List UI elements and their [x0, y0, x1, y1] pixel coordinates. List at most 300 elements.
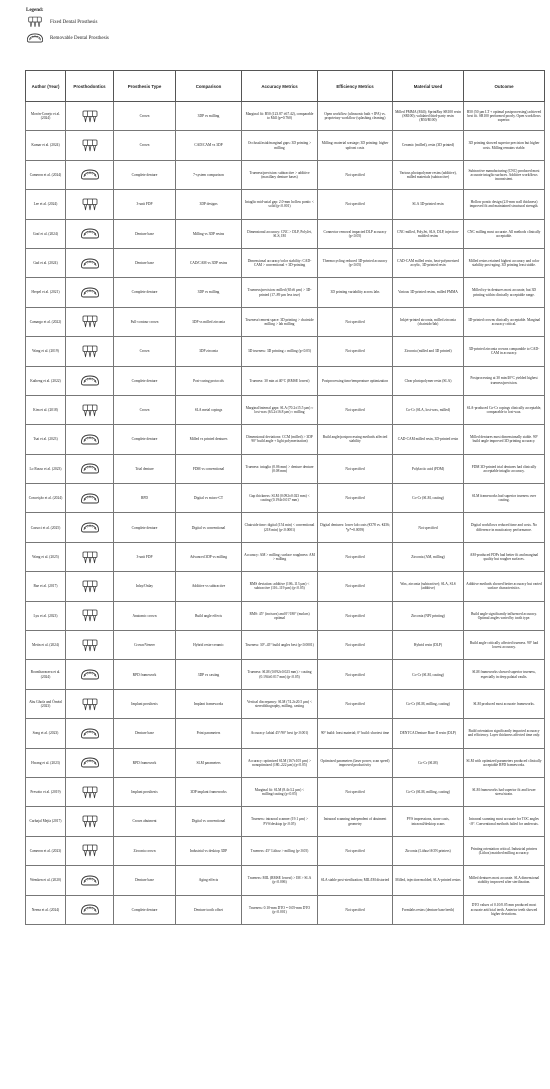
cell-comparison: Digital vs conventional — [176, 807, 242, 836]
cell-author: Kumar et al. (2024) — [26, 131, 66, 160]
cell-accuracy: Trueness: 30 min at 40°C (RMSE lowest) — [242, 366, 318, 395]
cell-efficiency: Not specified — [318, 337, 393, 366]
cell-prosthesis-type: RPD — [114, 484, 176, 513]
cell-material: Co-Cr (SLM, casting) — [393, 660, 464, 689]
cell-outcome: Digital workflows reduced time and costs. No difference in masticatory performance. — [464, 513, 545, 542]
cell-accuracy: Dimensional accuracy: CNC > DLP, PolyJet, SLS, IM — [242, 219, 318, 248]
cell-prosthesis-type: Denture base — [114, 248, 176, 277]
fixed-prosthesis-icon — [26, 16, 44, 28]
cell-prosthodontics — [66, 366, 114, 395]
table-row — [26, 719, 545, 748]
cell-efficiency: Intraoral scanning independent of abutment geometry — [318, 807, 393, 836]
table-body — [26, 102, 545, 925]
cell-efficiency: Open workflow (ultrasonic bath + IPA) vs. proprietary workflow (splashing cleaning) — [318, 102, 393, 131]
cell-prosthodontics — [66, 160, 114, 189]
cell-outcome: Printing orientation critical. Industrial printers (Lithoz) matched milling accuracy. — [464, 836, 545, 865]
fixed-prosthesis-icon — [80, 639, 100, 652]
removable-prosthesis-icon — [80, 903, 100, 916]
cell-outcome: Postprocessing at 30 min/40°C yielded highest trueness/precision. — [464, 366, 545, 395]
legend-title: Legend: — [26, 8, 44, 13]
cell-comparison: Implant frameworks — [176, 689, 242, 718]
cell-material: Zirconia (AM, milling) — [393, 542, 464, 571]
cell-comparison: SLA metal copings — [176, 395, 242, 424]
cell-accuracy: Trueness: 45° Lithoz > milling (p<0.05) — [242, 836, 318, 865]
cell-author: Cameron et al. (2023) — [26, 836, 66, 865]
cell-efficiency: Not specified — [318, 160, 393, 189]
cell-comparison: 3DP implant frameworks — [176, 777, 242, 806]
cell-author: Lee et al. (2024) — [26, 190, 66, 219]
cell-accuracy: Trueness: intaglio (0.06 mm) > denture denture (0.08 mm) — [242, 454, 318, 483]
cell-outcome: Hollow pontic design (2.0-mm wall thickness) improved fit and maintained structural strength. — [464, 190, 545, 219]
cell-author: Wang et al. (2025) — [26, 542, 66, 571]
table-row — [26, 777, 545, 806]
removable-prosthesis-icon — [80, 227, 100, 240]
cell-material: CNC-milled, PolyJet, SLS, DLP, injection-molded resins — [393, 219, 464, 248]
cell-outcome: Additive methods showed better accuracy but varied surface characteristics. — [464, 572, 545, 601]
table-row — [26, 131, 545, 160]
cell-outcome: DTO values of 0.10/0.05 mm produced most accurate artificial teeth. Anterior teeth showed higher deviations. — [464, 895, 545, 924]
cell-author: Presotto et al. (2019) — [26, 777, 66, 806]
cell-author: Lyu et al. (2023) — [26, 601, 66, 630]
removable-prosthesis-icon — [80, 286, 100, 299]
cell-accuracy: Chairside time: digital (154 min) < conventional (218 min) (p<0.0001) — [242, 513, 318, 542]
cell-author: Morón-Conejo et al. (2024) — [26, 102, 66, 131]
cell-comparison: Print parameters — [176, 719, 242, 748]
cell-comparison: 3DP zirconia — [176, 337, 242, 366]
table-row — [26, 836, 545, 865]
cell-efficiency: Optimized parameters (laser power, scan speed) improved productivity — [318, 748, 393, 777]
table-row — [26, 660, 545, 689]
table-row — [26, 454, 545, 483]
cell-comparison: 3DP vs casting — [176, 660, 242, 689]
cell-outcome: 3D printing showed superior precision but higher costs. Milling remains viable. — [464, 131, 545, 160]
cell-material: Zirconia (milled and 3D printed) — [393, 337, 464, 366]
cell-material: Formlabs resins (denture base/teeth) — [393, 895, 464, 924]
cell-author: Hwang et al. (2023) — [26, 748, 66, 777]
table-row — [26, 866, 545, 895]
cell-prosthodontics — [66, 807, 114, 836]
cell-outcome: Milled resins retained highest accuracy and color stability post-aging. 3D printing least stable. — [464, 248, 545, 277]
cell-efficiency: 90° build: least material; 0° build: shortest time — [318, 719, 393, 748]
cell-outcome: SLM frameworks had superior trueness over casting. — [464, 484, 545, 513]
cell-prosthesis-type: Complete denture — [114, 366, 176, 395]
cell-comparison: 3DP vs milling — [176, 278, 242, 307]
cell-prosthesis-type: Denture base — [114, 866, 176, 895]
legend-fixed-label: Fixed Dental Prosthesis — [50, 19, 98, 25]
table-row — [26, 748, 545, 777]
cell-material: Wax, zirconia (subtractive); SLA, SLS (additive) — [393, 572, 464, 601]
fixed-prosthesis-icon — [80, 844, 100, 857]
cell-comparison: Digital vs micro-CT — [176, 484, 242, 513]
cell-efficiency: Postprocessing time/temperature optimization — [318, 366, 393, 395]
cell-prosthodontics — [66, 131, 114, 160]
cell-material: Zirconia (NPJ printing) — [393, 601, 464, 630]
cell-prosthodontics — [66, 777, 114, 806]
cell-author: Tsai et al. (2023) — [26, 425, 66, 454]
cell-prosthodontics — [66, 190, 114, 219]
cell-prosthesis-type: RPD framework — [114, 748, 176, 777]
cell-outcome: Milled dentures most dimensionally stable. 90° build angle improved 3D printing accuracy. — [464, 425, 545, 454]
cell-prosthodontics — [66, 337, 114, 366]
cell-prosthesis-type: Crown/Veneer — [114, 631, 176, 660]
cell-prosthesis-type: Complete denture — [114, 513, 176, 542]
cell-accuracy: 3D trueness: 3D printing ≥ milling (p<0.05) — [242, 337, 318, 366]
table-row — [26, 337, 545, 366]
removable-prosthesis-icon — [26, 32, 44, 44]
cell-accuracy: Trueness: 30°–45° build angles best (p<0.0001) — [242, 631, 318, 660]
cell-comparison: Milling vs 3DP resins — [176, 219, 242, 248]
cell-prosthesis-type: Inlay/Onlay — [114, 572, 176, 601]
cell-material: Various 3D-printed resins, milled PMMA — [393, 278, 464, 307]
cell-material: Zirconia (Lithoz/AON printers) — [393, 836, 464, 865]
header-material: Material Used — [393, 71, 464, 102]
cell-accuracy: Marginal fit: SLM (8.4±3.2 µm) < milling/casting (p<0.05) — [242, 777, 318, 806]
cell-efficiency: Not specified — [318, 631, 393, 660]
cell-author: Conceição et al. (2024) — [26, 484, 66, 513]
fixed-prosthesis-icon — [80, 815, 100, 828]
cell-comparison: 7-system comparison — [176, 160, 242, 189]
cell-efficiency: Thermocycling reduced 3D-printed accuracy (p<0.05) — [318, 248, 393, 277]
fixed-prosthesis-icon — [80, 698, 100, 711]
cell-prosthesis-type: Crown abutment — [114, 807, 176, 836]
cell-prosthesis-type: 3-unit FDP — [114, 190, 176, 219]
header-prosthodontics: Prosthodontics — [66, 71, 114, 102]
cell-outcome: Milled try-in dentures most accurate, but 3D printing within clinically acceptable range. — [464, 278, 545, 307]
cell-accuracy: Trueness/precision: milled (65±6 µm) > 3D-printed (17–89 µm less true) — [242, 278, 318, 307]
cell-accuracy: Trueness: SLM (0.092±0.023 mm) > casting (0.194±0.017 mm) (p<0.05) — [242, 660, 318, 689]
cell-material: Clear photopolymer resin (SLA) — [393, 366, 464, 395]
cell-prosthodontics — [66, 484, 114, 513]
cell-outcome: 3D-printed crowns clinically acceptable. Marginal accuracy critical. — [464, 307, 545, 336]
cell-efficiency: Not specified — [318, 454, 393, 483]
cell-prosthodontics — [66, 542, 114, 571]
cell-author: Metin et al. (2024) — [26, 631, 66, 660]
cell-author: Song et al. (2023) — [26, 719, 66, 748]
fixed-prosthesis-icon — [80, 609, 100, 622]
cell-prosthodontics — [66, 248, 114, 277]
header-accuracy: Accuracy Metrics — [242, 71, 318, 102]
fixed-prosthesis-icon — [80, 315, 100, 328]
cell-efficiency: Not specified — [318, 836, 393, 865]
cell-prosthesis-type: Complete denture — [114, 278, 176, 307]
cell-author: Lo Russo et al. (2023) — [26, 454, 66, 483]
cell-efficiency: Not specified — [318, 777, 393, 806]
cell-accuracy: Occlusal/axial/marginal gaps: 3D printing > milling — [242, 131, 318, 160]
cell-prosthodontics — [66, 895, 114, 924]
cell-outcome: SLM frameworks had superior fit and lower stress/strain. — [464, 777, 545, 806]
cell-comparison: FDM vs conventional — [176, 454, 242, 483]
cell-comparison: Hybrid resin-ceramic — [176, 631, 242, 660]
table-row — [26, 601, 545, 630]
cell-accuracy: Accuracy: AM > milling; surface roughness: AM > milling — [242, 542, 318, 571]
legend-fixed — [26, 14, 226, 30]
table-row — [26, 542, 545, 571]
table-row — [26, 572, 545, 601]
cell-comparison: CAD/CAM vs 3DP — [176, 131, 242, 160]
cell-prosthodontics — [66, 102, 114, 131]
cell-accuracy: Accuracy: labial 45°/90° best (p<0.001) — [242, 719, 318, 748]
cell-accuracy: Marginal fit: B50 (123.87 ±67.42), comparable to Mill (p=0.760) — [242, 102, 318, 131]
cell-prosthesis-type: Zirconia crown — [114, 836, 176, 865]
cell-material: Co-Cr (SLA, lost-wax, milled) — [393, 395, 464, 424]
removable-prosthesis-icon — [80, 462, 100, 475]
table-row — [26, 160, 545, 189]
cell-accuracy: Trueness: MIL (RMSE lowest) > IM > SLA (p<0.006) — [242, 866, 318, 895]
cell-outcome: Subtractive manufacturing (CNC) produced most accurate intaglio surfaces. Additive workflows inconsistent. — [464, 160, 545, 189]
fixed-prosthesis-icon — [80, 786, 100, 799]
table-row — [26, 689, 545, 718]
cell-prosthesis-type: Crown — [114, 102, 176, 131]
cell-prosthodontics — [66, 454, 114, 483]
cell-efficiency: Not specified — [318, 572, 393, 601]
cell-author: Wang et al. (2019) — [26, 337, 66, 366]
legend — [26, 8, 226, 46]
cell-author: Boonthavarava et al. (2024) — [26, 660, 66, 689]
cell-material: Various photopolymer resins (additive), milled materials (subtractive) — [393, 160, 464, 189]
cell-outcome: Intraoral scanning most accurate for TOC angles <8°. Conventional methods failed for undercuts. — [464, 807, 545, 836]
table-row — [26, 248, 545, 277]
fixed-prosthesis-icon — [80, 345, 100, 358]
cell-efficiency: Build angle/postprocessing methods affected stability — [318, 425, 393, 454]
cell-efficiency: Not specified — [318, 542, 393, 571]
removable-prosthesis-icon — [80, 257, 100, 270]
cell-prosthodontics — [66, 278, 114, 307]
cell-prosthesis-type: Crown — [114, 131, 176, 160]
cell-prosthesis-type: Full-contour crown — [114, 307, 176, 336]
cell-accuracy: Trueness/cement space: 3D printing > chairside milling > lab milling — [242, 307, 318, 336]
cell-comparison: Digital vs conventional — [176, 513, 242, 542]
cell-author: Gad et al. (2024) — [26, 248, 66, 277]
cell-efficiency: Not specified — [318, 660, 393, 689]
cell-outcome: Build angle critically affected trueness. 90° had lowest accuracy. — [464, 631, 545, 660]
cell-comparison: 3DP vs milling — [176, 102, 242, 131]
table-row — [26, 895, 545, 924]
cell-material: Ceramic (milled), resin (3D printed) — [393, 131, 464, 160]
removable-prosthesis-icon — [80, 492, 100, 505]
cell-material: CAD-CAM milled resin, 3D-printed resin — [393, 425, 464, 454]
cell-prosthesis-type: 3-unit FDP — [114, 542, 176, 571]
cell-material: Polylactic acid (FDM) — [393, 454, 464, 483]
header-prosthesis-type: Prosthesis Type — [114, 71, 176, 102]
header-efficiency: Efficiency Metrics — [318, 71, 393, 102]
cell-comparison: CAD/CAM vs 3DP resins — [176, 248, 242, 277]
cell-material: Hybrid resin (DLP) — [393, 631, 464, 660]
table-row — [26, 366, 545, 395]
cell-author: Wemken et al. (2020) — [26, 866, 66, 895]
cell-efficiency: Not specified — [318, 601, 393, 630]
cell-prosthesis-type: Crown — [114, 337, 176, 366]
cell-prosthodontics — [66, 513, 114, 542]
cell-prosthesis-type: Crown — [114, 395, 176, 424]
cell-efficiency: Not specified — [318, 190, 393, 219]
legend-removable — [26, 30, 226, 46]
cell-material: Inkjet-printed zirconia, milled zirconia (chairside/lab) — [393, 307, 464, 336]
cell-comparison: Milled vs printed dentures — [176, 425, 242, 454]
cell-accuracy: Trueness/precision: subtractive > additive (maxillary denture bases) — [242, 160, 318, 189]
cell-author: Herpel et al. (2021) — [26, 278, 66, 307]
cell-author: Bae et al. (2017) — [26, 572, 66, 601]
table-row — [26, 807, 545, 836]
cell-author: Carbajal Mejía (2017) — [26, 807, 66, 836]
cell-material: Milled PMMA (Mill); SprintRay SR100 resin (SR100); validated third-party resin (B50/B100) — [393, 102, 464, 131]
cell-prosthesis-type: RPD framework — [114, 660, 176, 689]
cell-efficiency: SLA stable post-sterilization; MIL/IM distorted — [318, 866, 393, 895]
cell-prosthesis-type: Denture base — [114, 219, 176, 248]
cell-efficiency: Not specified — [318, 307, 393, 336]
cell-accuracy: Gap thickness: SLM (0.092±0.023 mm) < casting (0.194±0.017 mm) — [242, 484, 318, 513]
cell-material: Co-Cr (SLM, milling, casting) — [393, 689, 464, 718]
cell-efficiency: 3D printing variability across labs — [318, 278, 393, 307]
cell-comparison: Denture tooth offset — [176, 895, 242, 924]
cell-accuracy: Vertical discrepancy: SLM (74.2±20.5 µm) < stereolithography, milling, casting — [242, 689, 318, 718]
removable-prosthesis-icon — [80, 168, 100, 181]
cell-author: Kim et al. (2018) — [26, 395, 66, 424]
cell-author: Camargo et al. (2022) — [26, 307, 66, 336]
cell-prosthodontics — [66, 395, 114, 424]
cell-author: Abu Ghofa and Örnéal (2023) — [26, 689, 66, 718]
cell-efficiency: Digital dentures: lower lab costs (€378 vs. €456; *p*=0.0059) — [318, 513, 393, 542]
cell-outcome: 3D-printed zirconia crowns comparable to CAD-CAM in accuracy. — [464, 337, 545, 366]
table-row — [26, 425, 545, 454]
header-comparison: Comparison — [176, 71, 242, 102]
cell-accuracy: Dimensional accuracy/color stability: CAD-CAM > conventional + 3D-printing — [242, 248, 318, 277]
cell-prosthodontics — [66, 836, 114, 865]
fixed-prosthesis-icon — [80, 404, 100, 417]
cell-prosthodontics — [66, 631, 114, 660]
table-row — [26, 219, 545, 248]
removable-prosthesis-icon — [80, 433, 100, 446]
cell-accuracy: Trueness: intraoral scanner (19.1 µm) > PVS/desktop (p<0.05) — [242, 807, 318, 836]
cell-material: PVS impressions, stone casts, intraoral/desktop scans — [393, 807, 464, 836]
cell-outcome: FDM 3D-printed trial dentures had clinically acceptable intaglio accuracy. — [464, 454, 545, 483]
cell-material: Not specified — [393, 513, 464, 542]
cell-comparison: 3DP vs milled zirconia — [176, 307, 242, 336]
cell-prosthesis-type: Trial denture — [114, 454, 176, 483]
cell-prosthesis-type: Complete denture — [114, 425, 176, 454]
cell-outcome: SLA-produced Co-Cr copings clinically acceptable, comparable to lost-wax. — [464, 395, 545, 424]
table-row — [26, 513, 545, 542]
cell-accuracy: RMS deviation: additive (106–113 µm) < subtractive (116–119 µm) (p<0.05) — [242, 572, 318, 601]
cell-author: Katheng et al. (2022) — [26, 366, 66, 395]
cell-outcome: B50 (50 µm LT + optimal postprocessing) achieved best fit. SR100 performed poorly. Open workflows superior. — [464, 102, 545, 131]
cell-prosthesis-type: Complete denture — [114, 895, 176, 924]
cell-outcome: AM-produced FDPs had better fit and marginal quality but rougher surfaces. — [464, 542, 545, 571]
cell-accuracy: Intaglio mid-axial gap: 2.0-mm hollow pontic < solid (p<0.001) — [242, 190, 318, 219]
fixed-prosthesis-icon — [80, 139, 100, 152]
studies-table — [25, 70, 545, 925]
cell-prosthodontics — [66, 219, 114, 248]
cell-comparison: Advanced 3DP vs milling — [176, 542, 242, 571]
cell-material: SLA 3D-printed resin — [393, 190, 464, 219]
cell-prosthodontics — [66, 601, 114, 630]
table-row — [26, 278, 545, 307]
table-row — [26, 631, 545, 660]
cell-material: Co-Cr (SLM) — [393, 748, 464, 777]
cell-comparison: Additive vs subtractive — [176, 572, 242, 601]
header-outcome: Outcome — [464, 71, 545, 102]
cell-comparison: SLM parameters — [176, 748, 242, 777]
cell-accuracy: Trueness: 0.10-mm DTO = 0.05-mm DTO (p<0.001) — [242, 895, 318, 924]
cell-comparison: Build angle effects — [176, 601, 242, 630]
cell-outcome: Build angle significantly influenced accuracy. Optimal angles varied by tooth type. — [464, 601, 545, 630]
legend-removable-label: Removable Dental Prosthesis — [50, 35, 109, 41]
cell-prosthodontics — [66, 748, 114, 777]
cell-prosthodontics — [66, 307, 114, 336]
cell-accuracy: RMS: 45° (incisors) and 0°/180° (molars) optimal — [242, 601, 318, 630]
cell-material: Co-Cr (SLM, casting) — [393, 484, 464, 513]
cell-prosthodontics — [66, 689, 114, 718]
fixed-prosthesis-icon — [80, 551, 100, 564]
removable-prosthesis-icon — [80, 668, 100, 681]
table-row — [26, 190, 545, 219]
cell-outcome: SLM produced most accurate frameworks. — [464, 689, 545, 718]
fixed-prosthesis-icon — [80, 198, 100, 211]
cell-efficiency: Not specified — [318, 484, 393, 513]
removable-prosthesis-icon — [80, 874, 100, 887]
cell-outcome: Milled dentures most accurate. SLA dimensional stability improved after sterilization. — [464, 866, 545, 895]
cell-efficiency: Not specified — [318, 895, 393, 924]
cell-author: Cassoci et al. (2025) — [26, 513, 66, 542]
table-row — [26, 395, 545, 424]
table-row — [26, 102, 545, 131]
removable-prosthesis-icon — [80, 521, 100, 534]
table-row — [26, 307, 545, 336]
cell-accuracy: Dimensional deviations: CCM (milled) > 3DP 90° build angle + light polymerization) — [242, 425, 318, 454]
cell-material: DENTCA Denture Base II resin (DLP) — [393, 719, 464, 748]
cell-efficiency: Not specified — [318, 395, 393, 424]
removable-prosthesis-icon — [80, 727, 100, 740]
cell-comparison: Aging effects — [176, 866, 242, 895]
cell-material: Milled, injection-molded, SLA-printed resins — [393, 866, 464, 895]
fixed-prosthesis-icon — [80, 580, 100, 593]
cell-prosthesis-type: Denture base — [114, 719, 176, 748]
cell-comparison: Post-curing protocols — [176, 366, 242, 395]
cell-outcome: Build orientation significantly impacted accuracy and efficiency. Layer thickness affected time only. — [464, 719, 545, 748]
header-author: Author (Year) — [26, 71, 66, 102]
cell-author: Graf et al. (2024) — [26, 219, 66, 248]
cell-author: Cameron et al. (2024) — [26, 160, 66, 189]
cell-comparison: Industrial vs desktop 3DP — [176, 836, 242, 865]
cell-prosthesis-type: Complete denture — [114, 160, 176, 189]
cell-prosthodontics — [66, 866, 114, 895]
cell-prosthodontics — [66, 572, 114, 601]
removable-prosthesis-icon — [80, 756, 100, 769]
cell-accuracy: Marginal/internal gaps: SLA (70.2±15.5 µm) ≈ lost-wax (63.2±16.8 µm) ≈ milling — [242, 395, 318, 424]
table-row — [26, 484, 545, 513]
removable-prosthesis-icon — [80, 374, 100, 387]
cell-efficiency: Connector removal impacted DLP accuracy (p<0.05) — [318, 219, 393, 248]
cell-material: CAD-CAM milled resin, heat-polymerized acrylic, 3D-printed resin — [393, 248, 464, 277]
cell-outcome: CNC milling most accurate. All methods clinically acceptable. — [464, 219, 545, 248]
cell-outcome: SLM with optimized parameters produced clinically acceptable RPD frameworks. — [464, 748, 545, 777]
table-header-row — [26, 71, 545, 102]
fixed-prosthesis-icon — [80, 110, 100, 123]
cell-prosthodontics — [66, 425, 114, 454]
studies-table-wrapper — [25, 70, 544, 925]
cell-author: Neena et al. (2024) — [26, 895, 66, 924]
cell-prosthesis-type: Implant prosthesis — [114, 689, 176, 718]
cell-outcome: SLM frameworks showed superior trueness, especially in deep palatal vaults. — [464, 660, 545, 689]
cell-prosthesis-type: Anatomic crown — [114, 601, 176, 630]
cell-efficiency: Milling: material wastage; 3D printing: higher upfront costs — [318, 131, 393, 160]
cell-prosthodontics — [66, 660, 114, 689]
cell-prosthesis-type: Implant prosthesis — [114, 777, 176, 806]
cell-accuracy: Accuracy: optimized SLM (167±105 µm) > nonoptimized (180–222 µm) (p<0.05) — [242, 748, 318, 777]
cell-material: Co-Cr (SLM, milling, casting) — [393, 777, 464, 806]
cell-prosthodontics — [66, 719, 114, 748]
cell-efficiency: Not specified — [318, 689, 393, 718]
cell-comparison: 3DP designs — [176, 190, 242, 219]
